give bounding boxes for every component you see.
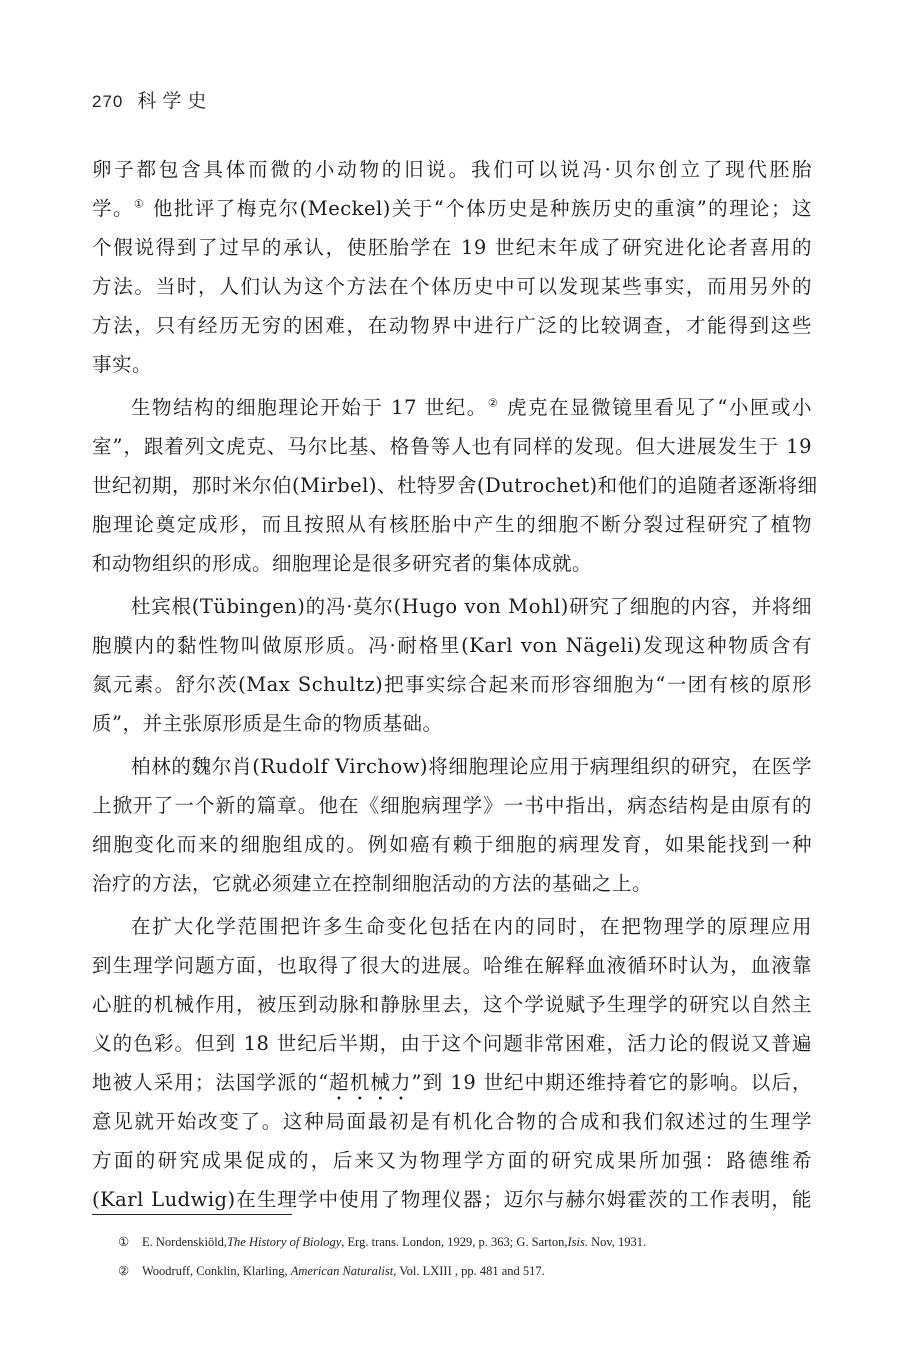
- text-line: 事实。: [92, 353, 153, 376]
- text-run: 虎克在显微镜里看见了“小匣或小: [507, 396, 812, 419]
- footnote-text: E. Nordenskiöld,: [142, 1235, 228, 1249]
- text-line: 柏林的魏尔肖(Rudolf Virchow)将细胞理论应用于病理组织的研究，在医学: [131, 755, 812, 778]
- text-line: 治疗的方法，它就必须建立在控制细胞活动的方法的基础之上。: [92, 872, 653, 895]
- paragraph-1: [92, 150, 812, 384]
- text-line: 义的色彩。但到 18 世纪后半期，由于这个问题非常困难，活力论的假说又普遍: [92, 1032, 812, 1055]
- text-run: 生物结构的细胞理论开始于 17 世纪。: [131, 396, 488, 419]
- text-line: 室”，跟着列文虎克、马尔比基、格鲁等人也有同样的发现。但大进展发生于 19: [92, 435, 812, 458]
- text-line: 心脏的机械作用，被压到动脉和静脉里去，这个学说赋予生理学的研究以自然主: [92, 993, 812, 1016]
- text-line: [92, 189, 812, 228]
- footnote-mark: ②: [118, 1264, 130, 1278]
- text-line: 胞理论奠定成形，而且按照从有核胚胎中产生的细胞不断分裂过程研究了植物: [92, 513, 812, 536]
- text-line: 和动物组织的形成。细胞理论是很多研究者的集体成就。: [92, 552, 593, 575]
- page-number: 270: [92, 92, 124, 111]
- footnote-text: Nov, 1931.: [587, 1235, 647, 1249]
- footnote-title: The History of Biology: [227, 1235, 342, 1249]
- footnotes: [118, 1228, 818, 1286]
- footnote-1: [118, 1228, 818, 1257]
- footnote-2: [118, 1257, 818, 1286]
- text-line: 到生理学问题方面，也取得了很大的进展。哈维在解释血液循环时认为，血液靠: [92, 954, 812, 977]
- text-line: 个假说得到了过早的承认，使胚胎学在 19 世纪末年成了研究进化论者喜用的: [92, 236, 812, 259]
- text-line: 方面的研究成果促成的，后来又为物理学方面的研究成果所加强：路德维希: [92, 1149, 812, 1172]
- text-line: 上掀开了一个新的篇章。他在《细胞病理学》一书中指出，病态结构是由原有的: [92, 794, 812, 817]
- text-line: 胞膜内的黏性物叫做原形质。冯·耐格里(Karl von Nägeli)发现这种物质含有: [92, 634, 812, 657]
- paragraph-2: [92, 388, 818, 583]
- text-run: 他批评了梅克尔(Meckel)关于“个体历史是种族历史的重演”的理论；这: [152, 197, 812, 220]
- text-run: 地被人采用；法国学派的“: [92, 1071, 329, 1094]
- text-line: 方法，只有经历无穷的困难，在动物界中进行广泛的比较调查，才能得到这些: [92, 314, 812, 337]
- text-line: 意见就开始改变了。这种局面最初是有机化合物的合成和我们叙述过的生理学: [92, 1110, 812, 1133]
- paragraph-3: [92, 587, 812, 743]
- text-run: ”到 19 世纪中期还维持着它的影响。以后，: [411, 1071, 812, 1094]
- paragraph-5: [92, 907, 812, 1219]
- footnote-mark: ①: [118, 1235, 130, 1249]
- text-run: 学。: [92, 197, 134, 220]
- text-line: 方法。当时，人们认为这个方法在个体历史中可以发现某些事实，而用另外的: [92, 275, 812, 298]
- text-line: 世纪初期，那时米尔伯(Mirbel)、杜特罗舍(Dutrochet)和他们的追随者逐渐将细: [92, 474, 818, 497]
- emphasized-term: 超机械力: [328, 1071, 412, 1094]
- footnote-title: Isis.: [567, 1235, 588, 1249]
- footnote-text: , Vol. LXIII , pp. 481 and 517.: [393, 1264, 545, 1278]
- text-line: 细胞变化而来的细胞组成的。例如癌有赖于细胞的病理发育，如果能找到一种: [92, 833, 812, 856]
- footnote-text: Woodruff, Conklin, Klarling,: [142, 1264, 288, 1278]
- footnote-divider: [92, 1214, 292, 1215]
- body-text: [92, 150, 818, 1219]
- text-line: [92, 388, 812, 427]
- footnote-ref-1[interactable]: ①: [133, 197, 146, 211]
- text-line: 质”，并主张原形质是生命的物质基础。: [92, 712, 443, 735]
- page-header: [92, 86, 212, 113]
- text-line: [92, 1063, 812, 1102]
- paragraph-4: [92, 747, 812, 903]
- text-line: 在扩大化学范围把许多生命变化包括在内的同时，在把物理学的原理应用: [131, 915, 812, 938]
- footnote-title: American Naturalist: [290, 1264, 394, 1278]
- footnote-ref-2[interactable]: ②: [487, 396, 500, 410]
- footnote-text: , Erg. trans. London, 1929, p. 363; G. Sarton,: [341, 1235, 568, 1249]
- text-line: 卵子都包含具体而微的小动物的旧说。我们可以说冯·贝尔创立了现代胚胎: [92, 158, 812, 181]
- text-line: 杜宾根(Tübingen)的冯·莫尔(Hugo von Mohl)研究了细胞的内容，并将细: [131, 595, 812, 618]
- text-line: (Karl Ludwig)在生理学中使用了物理仪器；迈尔与赫尔姆霍茨的工作表明，能: [92, 1188, 812, 1211]
- text-line: 氮元素。舒尔茨(Max Schultz)把事实综合起来而形容细胞为“一团有核的原形: [92, 673, 812, 696]
- book-title: 科学史: [137, 90, 213, 112]
